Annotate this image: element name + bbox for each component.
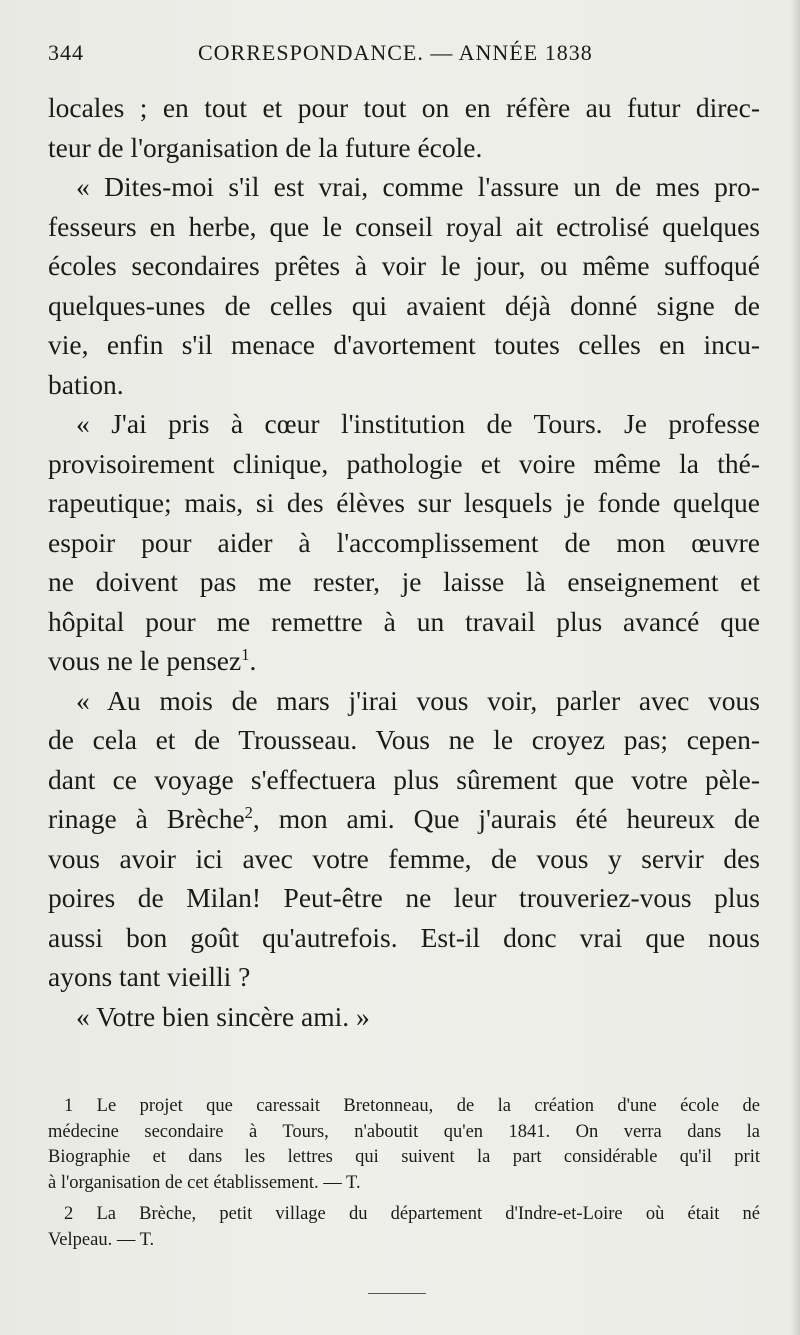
footnote-1-marker: 1 (64, 1096, 74, 1116)
text-line: bation. (48, 368, 124, 400)
footnote-1-line: Biographie et dans les lettres qui suivent la part considérable qu'il prit (48, 1147, 760, 1167)
footnote-ref-2: 2 (244, 802, 253, 822)
text-line: espoir pour aider à l'accomplissement de mon œuvre (48, 526, 760, 558)
text-line: « Dites-moi s'il est vrai, comme l'assure un de mes pro- (76, 171, 760, 202)
text-line: aussi bon goût qu'autrefois. Est-il donc vrai que nous (48, 921, 760, 953)
text-line: locales ; en tout et pour tout on en réfère au futur direc- (48, 92, 760, 123)
text-line: de cela et de Trousseau. Vous ne le croyez pas; cepen- (48, 724, 760, 755)
footnote-2-line: Velpeau. — T. (48, 1229, 155, 1250)
footnote-1-line: à l'organisation de cet établissement. — T. (48, 1172, 361, 1193)
footnote-1-line: 1 Le projet que caressait Bretonneau, de la création d'une école de (64, 1096, 760, 1116)
text-line: quelques-unes de celles qui avaient déjà donné signe de (48, 289, 760, 321)
text-line: vie, enfin s'il menace d'avortement toutes celles en incu- (48, 329, 760, 360)
text-line: provisoirement clinique, pathologie et voire même la thé- (48, 447, 760, 479)
text-line: rapeutique; mais, si des élèves sur lesquels je fonde quelque (48, 487, 760, 518)
footnote-2-marker: 2 (64, 1204, 74, 1224)
footnotes (48, 1094, 760, 1253)
text-line: écoles secondaires prêtes à voir le jour, ou même suffoqué (48, 250, 760, 281)
text-line (48, 799, 760, 839)
running-title: CORRESPONDANCE. — ANNÉE 1838 (198, 40, 593, 65)
text-line (48, 641, 760, 681)
text-line: ne doivent pas me rester, je laisse là enseignement et (48, 566, 760, 597)
text-fragment: rinage à Brèche (48, 803, 245, 834)
text-line: « Au mois de mars j'irai vous voir, parler avec vous (76, 684, 760, 716)
text-line: « J'ai pris à cœur l'institution de Tours. Je professe (76, 408, 760, 439)
footnote-2-line: 2 La Brèche, petit village du département d'Indre-et-Loire où était né (64, 1204, 761, 1224)
page-edge-shadow (790, 0, 800, 1335)
main-text (48, 88, 760, 1036)
text-line: « Votre bien sincère ami. » (76, 1000, 370, 1032)
text-fragment: , mon ami. Que j'aurais été heureux de (252, 803, 760, 834)
text-line: fesseurs en herbe, que le conseil royal ait ectrolisé quelques (48, 210, 760, 242)
page-header (48, 40, 760, 76)
text-line: vous avoir ici avec votre femme, de vous y servir des (48, 842, 760, 874)
page-number: 344 (48, 40, 84, 65)
footnote-1-line: médecine secondaire à Tours, n'aboutit qu'en 1841. On verra dans la (48, 1121, 760, 1142)
footnote-ref-1: 1 (241, 644, 250, 664)
text-line: teur de l'organisation de la future école. (48, 131, 483, 163)
text-line: ayons tant vieilli ? (48, 961, 251, 992)
bottom-rule (368, 1293, 426, 1294)
text-line: dant ce voyage s'effectuera plus sûrement que votre pèle- (48, 763, 760, 795)
text-line: poires de Milan! Peut-être ne leur trouveriez-vous plus (48, 882, 760, 913)
text-fragment: vous ne le pensez (48, 645, 242, 676)
text-fragment: . (249, 645, 257, 676)
text-line: hôpital pour me remettre à un travail plus avancé que (48, 605, 760, 637)
